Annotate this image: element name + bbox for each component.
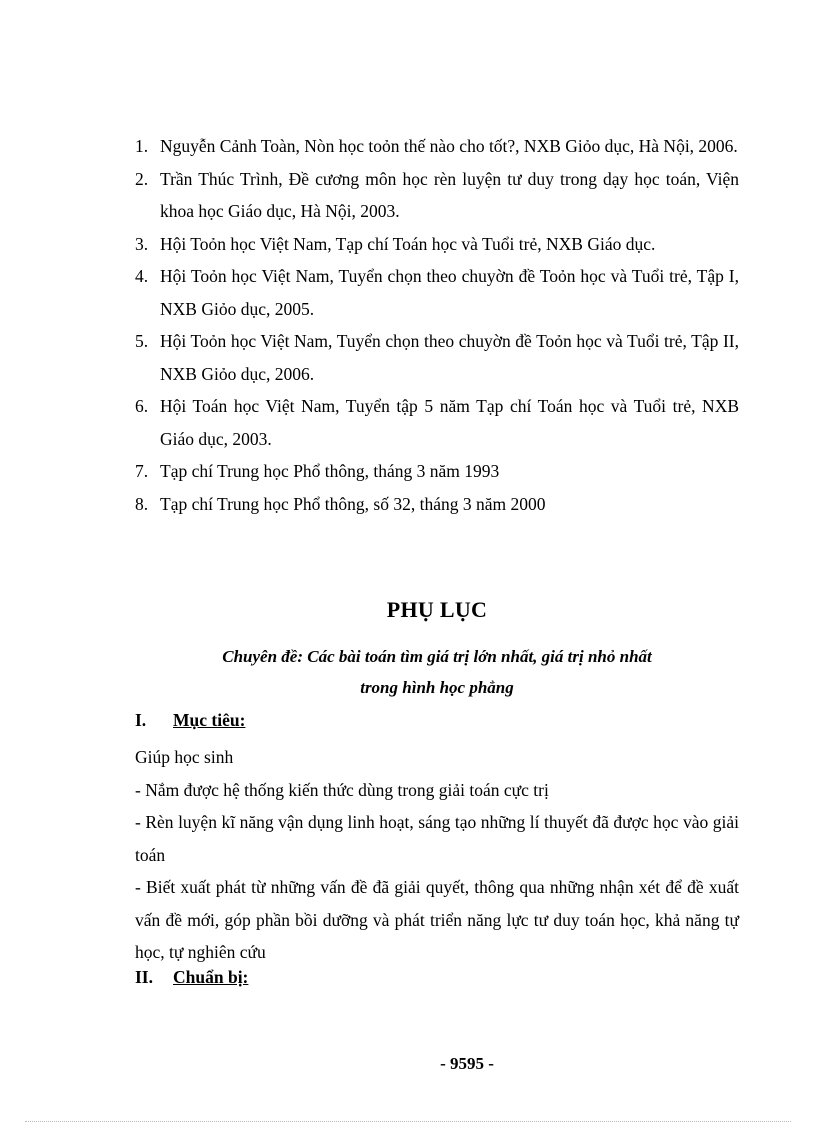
page-number: - 9595 - (440, 1054, 494, 1073)
reference-list (135, 130, 739, 520)
reference-number: 8. (135, 493, 149, 514)
reference-text: Hội Toán học Việt Nam, Tuyển tập 5 năm Tạp chí Toán học và Tuổi trẻ, NXB Giáo dục, 2003. (160, 396, 739, 449)
reference-number: 6. (135, 396, 149, 416)
objectives-body (135, 741, 739, 969)
section-heading-preparation (135, 967, 248, 988)
reference-text: Hội Toỏn học Việt Nam, Tuyển chọn theo chuyờn đề Toỏn học và Tuổi trẻ, Tập II, NXB Giỏo dục, 2006. (160, 331, 739, 384)
reference-number: 7. (135, 461, 149, 481)
appendix-subtitle: Chuyên đề: Các bài toán tìm giá trị lớn nhất, giá trị nhỏ nhất (222, 647, 652, 666)
reference-item (135, 130, 739, 163)
reference-item (135, 163, 739, 228)
section-numeral: I. (135, 710, 147, 730)
appendix-subtitle-continued: trong hình học phẳng (360, 678, 514, 697)
objective-item: - Nắm được hệ thống kiến thức dùng trong giải toán cực trị (135, 779, 549, 800)
appendix-title: PHỤ LỤC (386, 597, 488, 622)
reference-item (135, 228, 739, 261)
section-numeral: II. (135, 967, 153, 987)
objectives-intro: Giúp học sinh (135, 747, 234, 767)
section-heading-objectives (135, 710, 245, 731)
objective-item: - Biết xuất phát từ những vấn đề đã giải quyết, thông qua những nhận xét để đề xuất vấn đề mới, góp phần bồi dưỡng và phát triển năng lực tư duy toán học, khả năng tự học, tự nghiên cứu (135, 877, 739, 962)
reference-number: 5. (135, 331, 149, 351)
reference-item (135, 488, 739, 521)
reference-text: Tạp chí Trung học Phổ thông, số 32, tháng 3 năm 2000 (160, 493, 546, 514)
reference-number: 1. (135, 136, 149, 156)
reference-text: Nguyễn Cảnh Toàn, Nòn học toỏn thế nào cho tốt?, NXB Giỏo dục, Hà Nội, 2006. (160, 136, 738, 156)
reference-number: 2. (135, 168, 149, 189)
reference-item (135, 390, 739, 455)
page-bottom-divider (25, 1121, 791, 1122)
reference-item (135, 455, 739, 488)
reference-text: Hội Toỏn học Việt Nam, Tuyển chọn theo chuyờn đề Toỏn học và Tuổi trẻ, Tập I, NXB Giỏo dục, 2005. (160, 266, 739, 319)
objective-item: - Rèn luyện kĩ năng vận dụng linh hoạt, sáng tạo những lí thuyết đã được học vào giải toán (135, 812, 739, 865)
reference-text: Hội Toỏn học Việt Nam, Tạp chí Toán học và Tuổi trẻ, NXB Giáo dục. (160, 233, 656, 254)
reference-text: Tạp chí Trung học Phổ thông, tháng 3 năm 1993 (160, 461, 500, 481)
reference-text: Trần Thúc Trình, Đề cương môn học rèn luyện tư duy trong dạy học toán, Viện khoa học Giáo dục, Hà Nội, 2003. (160, 168, 739, 221)
reference-number: 4. (135, 266, 149, 286)
reference-item (135, 260, 739, 325)
section-title: Mục tiêu: (173, 710, 246, 730)
section-title: Chuẩn bị: (173, 967, 249, 987)
reference-item (135, 325, 739, 390)
reference-number: 3. (135, 233, 149, 254)
